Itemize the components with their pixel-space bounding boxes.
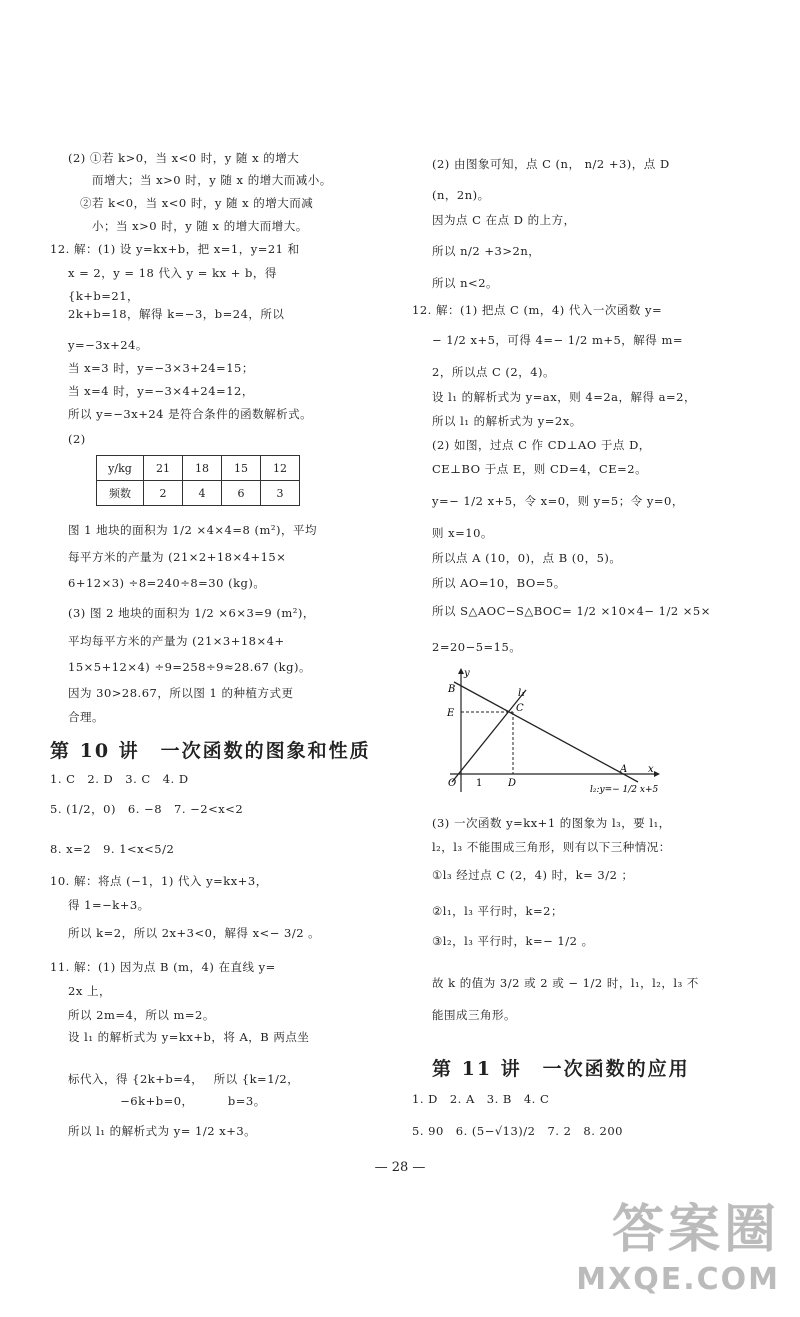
text-line: 所以 l₁ 的解析式为 y= 1/2 x+3。	[68, 1124, 257, 1138]
text-line: 5. 90 6. (5−√13)/2 7. 2 8. 200	[412, 1124, 623, 1138]
text-line: 10. 解：将点 (−1，1) 代入 y=kx+3，	[50, 874, 268, 888]
text-line: 因为点 C 在点 D 的上方，	[432, 213, 576, 227]
text-line: 2=20−5=15。	[432, 640, 522, 654]
text-line: 1. C 2. D 3. C 4. D	[50, 772, 189, 786]
text-line: 图 1 地块的面积为 1/2 ×4×4=8 (m²)，平均	[68, 523, 317, 537]
section-heading: 第 11 讲 一次函数的应用	[432, 1058, 690, 1080]
text-line: 能围成三角形。	[432, 1008, 516, 1022]
section-heading: 第 10 讲 一次函数的图象和性质	[50, 740, 371, 762]
text-line: 故 k 的值为 3/2 或 2 或 − 1/2 时，l₁，l₂，l₃ 不	[432, 976, 699, 990]
text-line: 所以 y=−3x+24 是符合条件的函数解析式。	[68, 407, 313, 421]
label-y: y	[464, 668, 470, 679]
label-b: B	[448, 684, 456, 695]
text-line: 所以 l₁ 的解析式为 y=2x。	[432, 414, 582, 428]
text-line: 则 x=10。	[432, 526, 493, 540]
text-line: 当 x=4 时，y=−3×4+24=12，	[68, 384, 254, 398]
text-line: 2x 上，	[68, 984, 111, 998]
text-line: 11. 解：(1) 因为点 B (m，4) 在直线 y=	[50, 960, 276, 974]
text-line: 而增大；当 x>0 时，y 随 x 的增大而减小。	[92, 173, 332, 187]
text-line: ①l₃ 经过点 C (2，4) 时，k= 3/2 ；	[432, 868, 634, 882]
watermark-logo	[576, 1187, 780, 1297]
text-line: l₂，l₃ 不能围成三角形，则有以下三种情况：	[432, 840, 671, 854]
label-d: D	[508, 778, 517, 789]
label-l1: l₁	[518, 688, 526, 699]
text-line: 因为 30>28.67，所以图 1 的种植方式更	[68, 686, 294, 700]
text-line: 每平方米的产量为 (21×2+18×4+15×	[68, 550, 287, 564]
table-cell: 2	[144, 481, 183, 506]
label-c: C	[516, 703, 524, 714]
text-line: (2) 由图象可知，点 C (n， n/2 +3)，点 D	[432, 157, 670, 171]
text-line: 所以 k=2，所以 2x+3<0，解得 x<− 3/2 。	[68, 926, 321, 940]
table-cell: y/kg	[97, 456, 144, 481]
line-l2	[454, 682, 638, 782]
text-line: 标代入，得 {2k+b=4， 所以 {k=1/2，	[68, 1072, 300, 1086]
text-line: y=−3x+24。	[68, 338, 148, 352]
function-graph	[440, 662, 680, 802]
label-o: O	[448, 778, 457, 789]
text-line: − 1/2 x+5，可得 4=− 1/2 m+5，解得 m=	[432, 333, 684, 347]
text-line: 12. 解：(1) 把点 C (m，4) 代入一次函数 y=	[412, 303, 663, 317]
text-line: 12. 解：(1) 设 y=kx+b，把 x=1，y=21 和	[50, 242, 300, 256]
text-line: CE⊥BO 于点 E，则 CD=4，CE=2。	[432, 462, 648, 476]
text-line: 1. D 2. A 3. B 4. C	[412, 1092, 550, 1106]
text-line: y=− 1/2 x+5，令 x=0，则 y=5；令 y=0，	[432, 494, 684, 508]
text-line: (n，2n)。	[432, 188, 490, 202]
text-line: 2k+b=18，解得 k=−3，b=24，所以	[68, 307, 285, 321]
text-line: 所以点 A (10，0)，点 B (0，5)。	[432, 551, 622, 565]
text-line: 所以 n/2 +3>2n，	[432, 244, 541, 258]
table-row	[97, 481, 300, 506]
table-cell: 4	[183, 481, 222, 506]
table-row	[97, 456, 300, 481]
label-l2-equation: l₂:y=− 1/2 x+5	[590, 785, 659, 795]
text-line: (3) 图 2 地块的面积为 1/2 ×6×3=9 (m²)，	[68, 606, 315, 620]
watermark-top: 答案圈	[611, 1200, 780, 1260]
table-cell: 频数	[97, 481, 144, 506]
text-line: (2)	[68, 432, 86, 446]
page-number: — 28 —	[374, 1160, 426, 1175]
label-e: E	[447, 708, 455, 719]
label-one: 1	[476, 778, 483, 789]
text-line: (2) 如图，过点 C 作 CD⊥AO 于点 D，	[432, 438, 651, 452]
table-cell: 3	[261, 481, 300, 506]
text-line: 所以 n<2。	[432, 276, 499, 290]
text-line: 设 l₁ 的解析式为 y=ax，则 4=2a，解得 a=2，	[432, 390, 696, 404]
text-line: 6+12×3) ÷8=240÷8=30 (kg)。	[68, 576, 266, 590]
text-line: (2) ①若 k>0，当 x<0 时，y 随 x 的增大	[68, 151, 300, 165]
text-line: 当 x=3 时，y=−3×3+24=15；	[68, 361, 254, 375]
text-line: −6k+b=0， b=3。	[68, 1094, 266, 1108]
text-line: 小；当 x>0 时，y 随 x 的增大而增大。	[92, 219, 308, 233]
text-line: x = 2，y = 18 代入 y = kx + b，得	[68, 266, 277, 280]
label-a: A	[620, 764, 628, 775]
label-x: x	[648, 764, 654, 775]
text-line: 得 1=−k+3。	[68, 898, 150, 912]
text-line: 2，所以点 C (2，4)。	[432, 365, 556, 379]
text-line: 设 l₁ 的解析式为 y=kx+b，将 A，B 两点坐	[68, 1030, 310, 1044]
text-line: ②若 k<0，当 x<0 时，y 随 x 的增大而减	[80, 196, 314, 210]
table-cell: 21	[144, 456, 183, 481]
text-line: (3) 一次函数 y=kx+1 的图象为 l₃，要 l₁，	[432, 816, 671, 830]
table-cell: 12	[261, 456, 300, 481]
text-line: ②l₁，l₃ 平行时，k=2；	[432, 904, 563, 918]
text-line: 所以 AO=10，BO=5。	[432, 576, 566, 590]
text-line: 所以 2m=4，所以 m=2。	[68, 1008, 215, 1022]
table-cell: 18	[183, 456, 222, 481]
table-cell: 6	[222, 481, 261, 506]
x-axis-arrow	[654, 771, 660, 777]
text-line: ③l₂，l₃ 平行时，k=− 1/2 。	[432, 934, 594, 948]
line-l1	[452, 690, 526, 782]
text-line: 合理。	[68, 710, 104, 724]
text-line: 8. x=2 9. 1<x<5/2	[50, 842, 175, 856]
text-line: 所以 S△AOC−S△BOC= 1/2 ×10×4− 1/2 ×5×	[432, 604, 711, 618]
watermark-bottom: MXQE.COM	[576, 1262, 780, 1297]
text-line: 15×5+12×4) ÷9=258÷9≈28.67 (kg)。	[68, 660, 311, 674]
table-cell: 15	[222, 456, 261, 481]
text-line: 5. (1/2，0) 6. −8 7. −2<x<2	[50, 802, 244, 816]
text-line: 平均每平方米的产量为 (21×3+18×4+	[68, 634, 285, 648]
frequency-table	[96, 455, 300, 506]
text-line: {k+b=21，	[68, 289, 140, 303]
